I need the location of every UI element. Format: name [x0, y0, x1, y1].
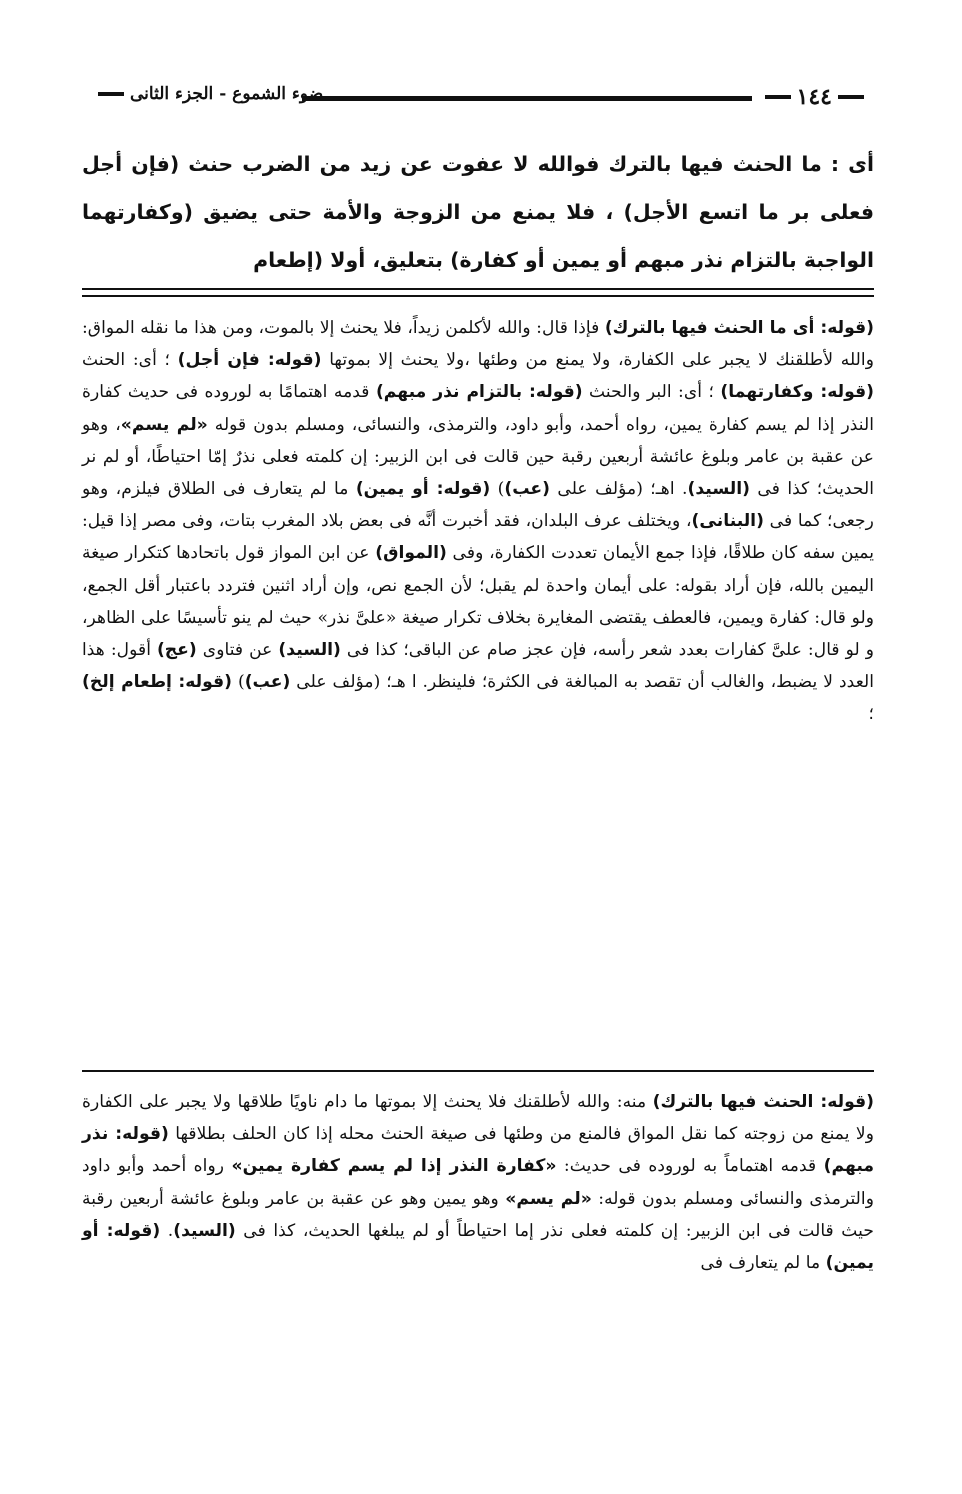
commentary-first	[82, 312, 874, 731]
source-label: (عب)	[504, 479, 550, 500]
main-line: أجل فعلى بر ما اتسع الأجل) ، فلا يمنع من الزوجة والأمة حتى يضيق	[82, 152, 874, 224]
quote-label: (قوله: أو يمين)	[82, 1220, 874, 1274]
commentary-text: ، ويختلف عرف البلدان، فقد أخبرت أنَّه فى بعض بلاد المغرب بتات، وفى مصر إذا قيل: يمين سفه كان طلاقًا، فإذا جمع الأيمان تعددت الكفارة، وفى	[82, 511, 874, 564]
commentary-text: )	[490, 479, 505, 500]
commentary-text: رواه أحمد وأبو داود والترمذى والنسائى ومسلم بدون قوله:	[82, 1156, 874, 1209]
commentary-text: عن فتاوى	[196, 640, 279, 661]
page-number-group	[759, 84, 870, 110]
commentary-text: قدمه اهتمامًا به لوروده فى حديث كفارة النذر إذا لم يسم كفارة يمين، رواه أحمد، وأبو داود، والترمذى، والنسائى، ومسلم بدون قوله	[82, 382, 874, 435]
commentary-text: ؛ أى: الحنث	[82, 350, 178, 371]
quote-label: «لم يسم»	[120, 414, 208, 435]
running-header	[92, 84, 870, 112]
source-label: (عج)	[156, 640, 197, 661]
book-title-group	[92, 84, 323, 104]
main-text	[82, 140, 874, 284]
header-dash	[765, 95, 791, 99]
header-rule	[302, 96, 752, 101]
book-title: ضوء الشموع - الجزء الثانى	[130, 84, 324, 104]
quote-label: «لم يسم»	[505, 1188, 592, 1209]
quote-label: (قوله: إطعام إلخ)	[82, 672, 233, 693]
section-divider	[82, 295, 874, 297]
commentary-text: أقول: هذا العدد لا يضبط، والغالب أن تقصد به المبالغة فى الكثرة؛ فلينظر. ا هـ؛ (مؤلف على	[82, 640, 875, 693]
quote-label: (قوله: فإن أجل)	[177, 350, 322, 371]
commentary-text: . اهـ؛ (مؤلف على	[550, 479, 688, 500]
section-divider	[82, 1070, 874, 1072]
commentary-text: وهو يمين وهو عن عقبة بن عامر وبلوغ عائشة أربعين رقبة حيث قالت فى ابن الزبير: إن كلمته فعلى نذر إما احتياطاً أو لم يبلغها الحديث، كذا فى	[82, 1188, 874, 1241]
commentary-text: ، وهو عن عقبة بن عامر وبلوغ عائشة أربعين رقبة حين قالت فى ابن الزبير: إن كلمته فعلى نذرٌ إمّا احتياطًا، أو لم نر الحديث؛ كذا فى	[82, 414, 875, 500]
quote-label: (قوله: وكفارتهما)	[720, 382, 875, 403]
commentary-text: ما لم يتعارف فى الطلاق فيلزم، وهو رجعى؛ كما فى	[82, 479, 874, 532]
commentary-text: ؛	[868, 704, 874, 725]
hadith-quote: «كفارة النذر إذا لم يسم كفارة يمين»	[231, 1156, 557, 1177]
commentary-second	[82, 1086, 874, 1279]
section-divider	[82, 288, 874, 290]
source-label: (السيد)	[278, 640, 341, 661]
source-label: (عب)	[244, 672, 291, 693]
quote-label: (قوله: بالتزام نذر مبهم)	[375, 382, 583, 403]
main-line: أى : ما الحنث فيها بالترك فوالله لا عفوت عن زيد من الضرب حنث (فإن	[131, 152, 874, 176]
quote-label: (قوله: أو يمين)	[355, 479, 491, 500]
commentary-text: فإذا قال: والله لأكلمن زيداً، فلا يحنث إلا بالموت، ومن هذا ما نقله المواق: والله لأطلقنك لا يجبر على الكفارة، ولا يمنع من وطئها ،ولا يحنث إلا بموتها	[82, 318, 874, 371]
header-dash	[838, 95, 864, 99]
commentary-text: ؛ أى: البر والحنث	[582, 382, 721, 403]
quote-label: (قوله: أى ما الحنث فيها بالترك)	[604, 318, 874, 338]
commentary-text: ما لم يتعارف فى	[700, 1253, 826, 1274]
quote-label: (قوله: نذر مبهم)	[82, 1124, 874, 1177]
quote-label: (قوله: الحنث فيها بالترك)	[652, 1092, 874, 1112]
source-label: (البنانى)	[691, 511, 764, 532]
commentary-text: عن ابن المواز قول باتحادها كتكرار صيغة اليمين بالله، فإن أراد بقوله: على أيمان واحدة لم يقبل؛ لأن الجمع نص، وإن أراد اثنين فتردد باعتبار أقل الجمع، ولو قال: كفارة ويمين، فالعطف يقتضى المغايرة بخلاف تكرار صيغة «علىَّ نذر» حيث لم ينو تأسيسًا على الظاهر، و لو قال: علىَّ كفارات بعدد شعر رأسه، فإن عجز صام عن الباقى؛ كذا فى	[82, 543, 874, 661]
main-line: (وكفارتهما الواجبة بالتزام نذر مبهم أو يمين أو كفارة) بتعليق، أولا (إطعام	[82, 200, 874, 272]
commentary-text: )	[232, 672, 245, 693]
source-label: (السيد)	[687, 479, 751, 500]
commentary-text: .	[160, 1220, 174, 1241]
source-label: (المواق)	[375, 543, 447, 564]
page-number: ١٤٤	[796, 84, 832, 110]
commentary-text: منه: والله لأطلقنك فلا يحنث إلا بموتها ما دام ناويًا طلاقها ولا يجبر على الكفارة ولا يمنع من زوجته كما نقل المواق فالمنع من وطئها فى صيغة الحنث محله إذا كان الحلف بطلاقها	[82, 1092, 874, 1145]
commentary-text: قدمه اهتماماً به لوروده فى حديث:	[556, 1156, 824, 1177]
header-dash	[98, 92, 124, 96]
source-label: (السيد)	[173, 1220, 236, 1241]
